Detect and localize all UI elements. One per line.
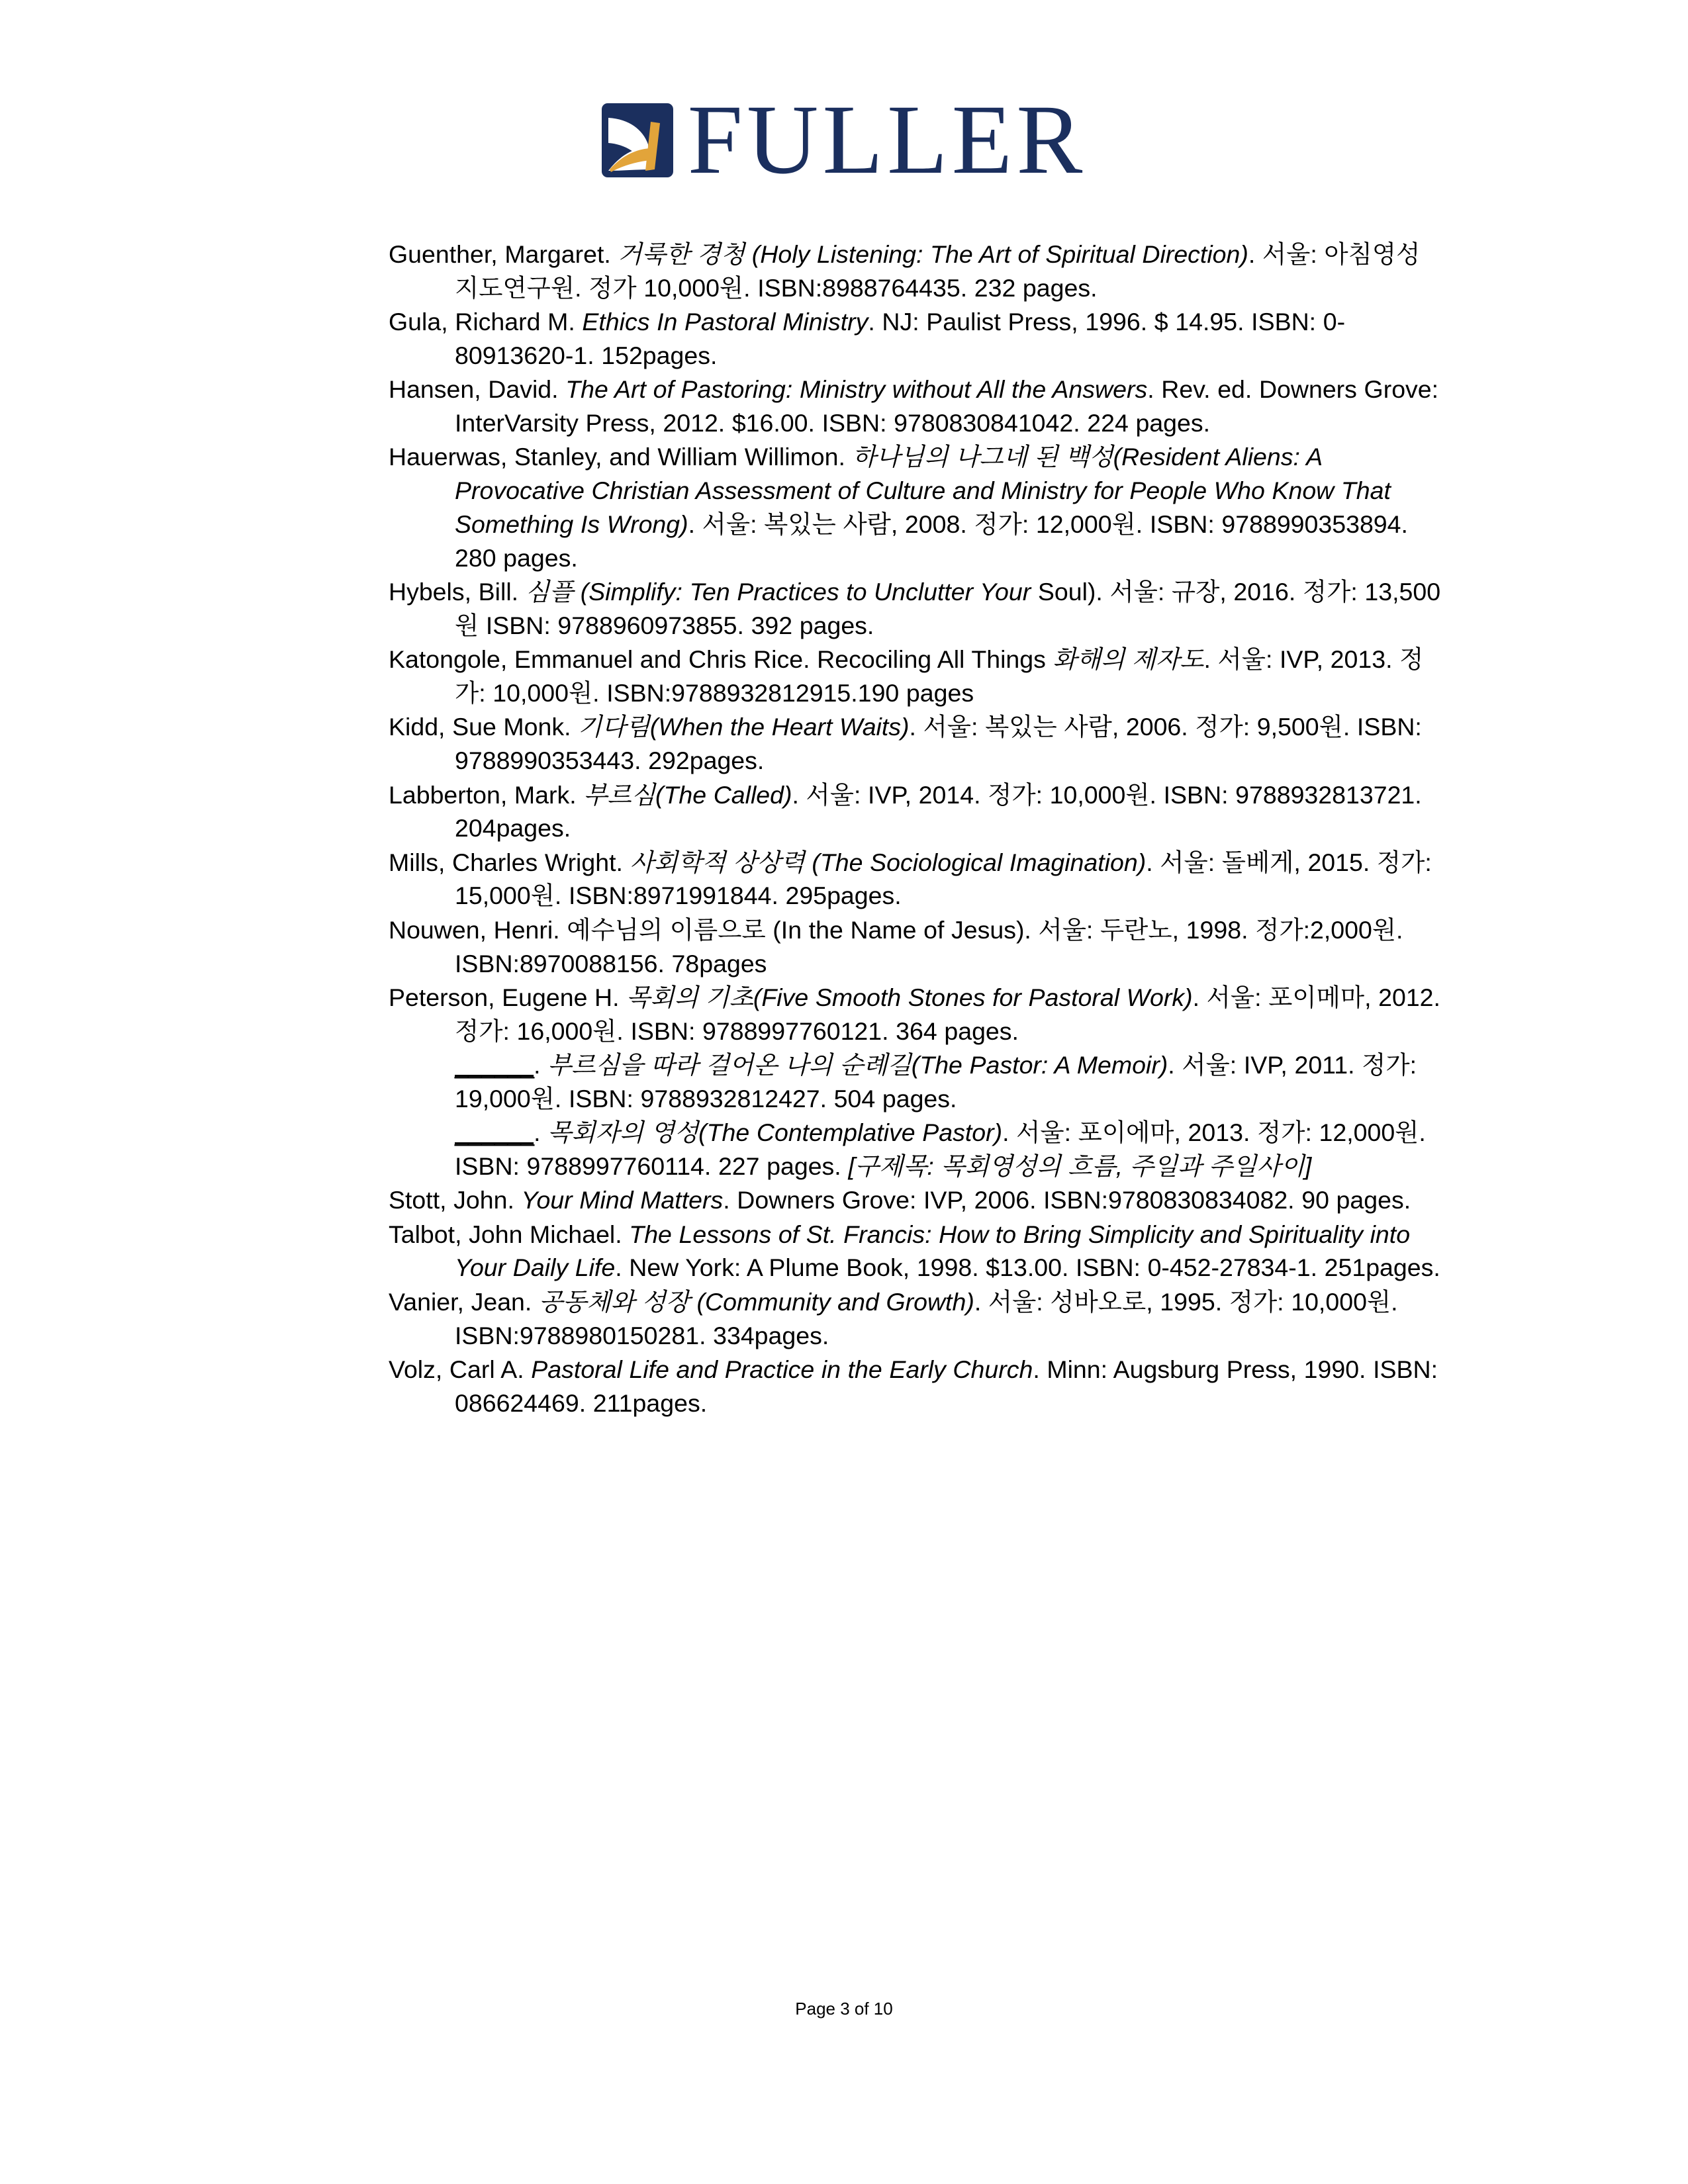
entry-text: Soul). 서울: 규장, 2016. 정가: 13,500원 ISBN: 9788960973855. 392 pages. <box>455 578 1441 639</box>
entry-title-italic: 심플 (Simplify: Ten Practices to Unclutter Your <box>525 578 1038 606</box>
bibliography-entry <box>389 1218 1446 1285</box>
entry-text: . 서울: IVP, 2011. 정가: 19,000원. ISBN: 9788932812427. 504 pages. <box>455 1051 1417 1113</box>
entry-text: . 서울: 성바오로, 1995. 정가: 10,000원. ISBN:9788980150281. 334pages. <box>455 1287 1398 1349</box>
entry-text: . 서울: 포이메마, 2012. 정가: 16,000원. ISBN: 9788997760121. 364 pages. <box>455 983 1440 1045</box>
entry-text: . 서울: 포이에마, 2013. 정가: 12,000원. ISBN: 9788997760114. 227 pages. <box>455 1118 1426 1180</box>
entry-text: Hauerwas, Stanley, and William Willimon. <box>389 443 853 471</box>
bibliography-entry <box>389 305 1446 373</box>
open-book-logo-mark <box>602 103 673 177</box>
bibliography-entry <box>389 1285 1446 1353</box>
bibliography-list <box>202 238 1486 1420</box>
entry-text: Katongole, Emmanuel and Chris Rice. Recociling All Things <box>389 645 1053 674</box>
bibliography-entry <box>389 981 1446 1048</box>
bibliography-entry <box>389 913 1446 981</box>
entry-text: . Rev. ed. Downers Grove: InterVarsity Press, 2012. $16.00. ISBN: 9780830841042. 224 pages. <box>455 375 1439 437</box>
bibliography-entry <box>389 1116 1446 1183</box>
entry-text: . 서울: IVP, 2014. 정가: 10,000원. ISBN: 9788932813721. 204pages. <box>455 780 1422 842</box>
bibliography-entry <box>389 440 1446 574</box>
bibliography-entry <box>389 1048 1446 1116</box>
entry-text: Stott, John. <box>389 1186 522 1214</box>
entry-title-italic: 화해의 제자도 <box>1053 645 1204 674</box>
entry-title-italic: 거룩한 경청 (Holy Listening: The Art of Spiritual Direction) <box>618 240 1248 268</box>
entry-text: Labberton, Mark. <box>389 780 584 809</box>
entry-text: Gula, Richard M. <box>389 308 583 336</box>
page-header <box>0 0 1688 195</box>
bibliography-entry <box>389 710 1446 778</box>
entry-text: . 서울: 복있는 사람, 2008. 정가: 12,000원. ISBN: 9788990353894. 280 pages. <box>455 510 1408 572</box>
entry-title-italic: The Art of Pastoring: Ministry without All the Answers <box>565 375 1148 404</box>
bibliography-entry <box>389 1353 1446 1420</box>
entry-text: . <box>534 1051 548 1079</box>
entry-title-italic: 공동체와 성장 (Community and Growth) <box>538 1287 974 1316</box>
bibliography-entry <box>389 1183 1446 1217</box>
entry-text: . 서울: 복있는 사람, 2006. 정가: 9,500원. ISBN: 9788990353443. 292pages. <box>455 713 1422 775</box>
entry-title-italic: 목회의 기초(Five Smooth Stones for Pastoral Work) <box>626 983 1193 1011</box>
entry-title-italic: The Lessons of St. Francis: How to Bring Simplicity and Spirituality into Your Daily Life <box>455 1220 1411 1282</box>
entry-text: Hybels, Bill. <box>389 578 526 606</box>
bibliography-entry <box>389 238 1446 305</box>
bibliography-entry <box>389 575 1446 643</box>
entry-title-italic: Pastoral Life and Practice in the Early Church <box>531 1355 1033 1383</box>
entry-text: Mills, Charles Wright. <box>389 848 630 876</box>
entry-title-italic: [구제목: 목회영성의 흐름, 주일과 주일사이] <box>848 1152 1312 1180</box>
entry-title-italic: 사회학적 상상력 (The Sociological Imagination) <box>630 848 1147 876</box>
repeated-author-rule: ______ <box>455 1118 534 1147</box>
entry-title-italic: 하나님의 나그네 된 백성(Resident Aliens: A Provocative Christian Assessment of Culture and Ministry for People Who Know That Something Is Wrong) <box>455 443 1391 538</box>
entry-text: . NJ: Paulist Press, 1996. $ 14.95. ISBN: 0-80913620-1. 152pages. <box>455 308 1346 369</box>
entry-text: Nouwen, Henri. 예수님의 이름으로 (In the Name of Jesus). 서울: 두란노, 1998. 정가:2,000원. ISBN:8970088156. 78pages <box>389 915 1403 978</box>
entry-text: Hansen, David. <box>389 375 566 404</box>
entry-text: . <box>534 1118 548 1147</box>
bibliography-entry <box>389 373 1446 440</box>
entry-title-italic: 목회자의 영성(The Contemplative Pastor) <box>547 1118 1003 1147</box>
entry-text: . New York: A Plume Book, 1998. $13.00. ISBN: 0-452-27834-1. 251pages. <box>615 1253 1440 1282</box>
fuller-wordmark: FULLER <box>687 85 1087 195</box>
bibliography-entry <box>389 846 1446 913</box>
entry-title-italic: 기다림(When the Heart Waits) <box>578 713 910 741</box>
entry-text: . 서울: 아침영성 지도연구원. 정가 10,000원. ISBN:8988764435. 232 pages. <box>455 240 1421 302</box>
entry-text: . 서울: 돌베게, 2015. 정가: 15,000원. ISBN:8971991844. 295pages. <box>455 848 1432 910</box>
entry-text: . Downers Grove: IVP, 2006. ISBN:9780830834082. 90 pages. <box>723 1186 1411 1214</box>
bibliography-entry <box>389 643 1446 710</box>
fuller-logo <box>602 85 1087 195</box>
entry-title-italic: Your Mind Matters <box>521 1186 724 1214</box>
entry-text: Peterson, Eugene H. <box>389 983 627 1011</box>
page-footer <box>0 1999 1688 2019</box>
entry-text: Kidd, Sue Monk. <box>389 713 579 741</box>
page-number-label: Page 3 of 10 <box>795 1999 893 2019</box>
entry-title-italic: 부르심(The Called) <box>583 780 792 809</box>
entry-title-italic: Ethics In Pastoral Ministry <box>582 308 868 336</box>
entry-text: Talbot, John Michael. <box>389 1220 630 1248</box>
entry-text: Guenther, Margaret. <box>389 240 618 268</box>
entry-text: Volz, Carl A. <box>389 1355 532 1383</box>
entry-text: Vanier, Jean. <box>389 1287 539 1316</box>
repeated-author-rule: ______ <box>455 1051 534 1079</box>
entry-text: . 서울: IVP, 2013. 정가: 10,000원. ISBN:9788932812915.190 pages <box>455 645 1424 707</box>
entry-text: . Minn: Augsburg Press, 1990. ISBN: 086624469. 211pages. <box>455 1355 1438 1417</box>
bibliography-entry <box>389 778 1446 846</box>
entry-title-italic: 부르심을 따라 걸어온 나의 순례길(The Pastor: A Memoir) <box>547 1051 1168 1079</box>
